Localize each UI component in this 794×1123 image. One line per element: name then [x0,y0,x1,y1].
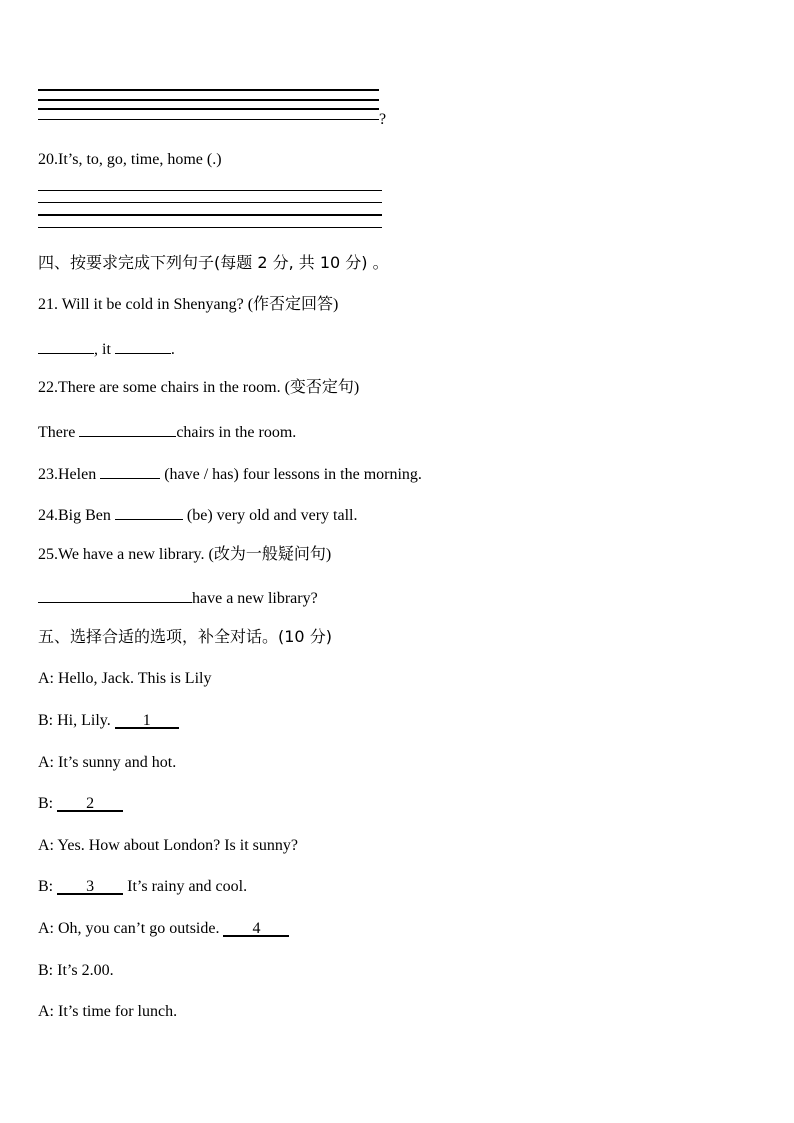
dialogue-line-1: A: Hello, Jack. This is Lily [38,670,212,687]
dialogue-blank-2[interactable]: 2 [57,794,123,812]
q25-answer-line [38,586,318,609]
q25-blank[interactable] [38,586,192,603]
q19-answer-line-1[interactable] [38,89,379,91]
q24-line [38,503,358,526]
q23-blank[interactable] [100,462,160,479]
dialogue-line-8: B: It’s 2.00. [38,962,114,979]
q23-start: 23.Helen [38,466,101,483]
q21-answer-line [38,337,175,360]
q21-answer-end: . [170,341,175,358]
q21-blank-2[interactable] [115,337,171,354]
q24-blank[interactable] [115,503,183,520]
q24-start: 24.Big Ben [38,507,115,524]
q19-question-mark: ? [379,111,387,128]
dialogue-line-7 [38,919,289,939]
q25-answer-end: have a new library? [192,590,318,607]
q20-answer-line-3[interactable] [38,214,382,216]
q22-answer-end: chairs in the room. [176,424,297,441]
q23-line [38,462,422,485]
dialogue-line-6-end: It’s rainy and cool. [123,878,248,895]
q22-answer-line [38,420,296,443]
dialogue-blank-3[interactable]: 3 [57,877,123,895]
dialogue-blank-4[interactable]: 4 [223,919,289,937]
dialogue-line-2-text: B: Hi, Lily. [38,712,115,729]
q20-answer-line-1[interactable] [38,190,382,191]
dialogue-line-3: A: It’s sunny and hot. [38,754,177,771]
section-5-heading: 五、选择合适的选项，补全对话。(10 分) [38,627,332,646]
dialogue-line-9: A: It’s time for lunch. [38,1003,178,1020]
q22-prompt: 22.There are some chairs in the room. (变否定句) [38,379,360,396]
q22-blank[interactable] [79,420,176,437]
q19-answer-line-3[interactable] [38,108,379,110]
q22-answer-start: There [38,424,80,441]
dialogue-blank-1[interactable]: 1 [115,711,179,729]
q23-end: (have / has) four lessons in the morning. [160,466,422,483]
q21-blank-1[interactable] [38,337,94,354]
q21-answer-mid: , it [94,341,115,358]
q21-prompt: 21. Will it be cold in Shenyang? (作否定回答) [38,296,339,313]
q20-answer-line-2[interactable] [38,202,382,203]
dialogue-line-2 [38,711,179,731]
q20-answer-line-4[interactable] [38,227,382,228]
dialogue-line-4 [38,794,123,814]
dialogue-line-5: A: Yes. How about London? Is it sunny? [38,837,298,854]
q19-answer-line-2[interactable] [38,99,379,101]
dialogue-line-7-text: A: Oh, you can’t go outside. [38,920,224,937]
dialogue-line-4-text: B: [38,795,58,812]
section-4-heading: 四、按要求完成下列句子(每题 2 分, 共 10 分) 。 [38,253,389,272]
q24-end: (be) very old and very tall. [182,507,358,524]
q19-answer-line-4[interactable] [38,119,379,120]
dialogue-line-6 [38,877,247,897]
q20-prompt: 20.It’s, to, go, time, home (.) [38,151,222,168]
dialogue-line-6-text: B: [38,878,58,895]
q25-prompt: 25.We have a new library. (改为一般疑问句) [38,546,332,563]
